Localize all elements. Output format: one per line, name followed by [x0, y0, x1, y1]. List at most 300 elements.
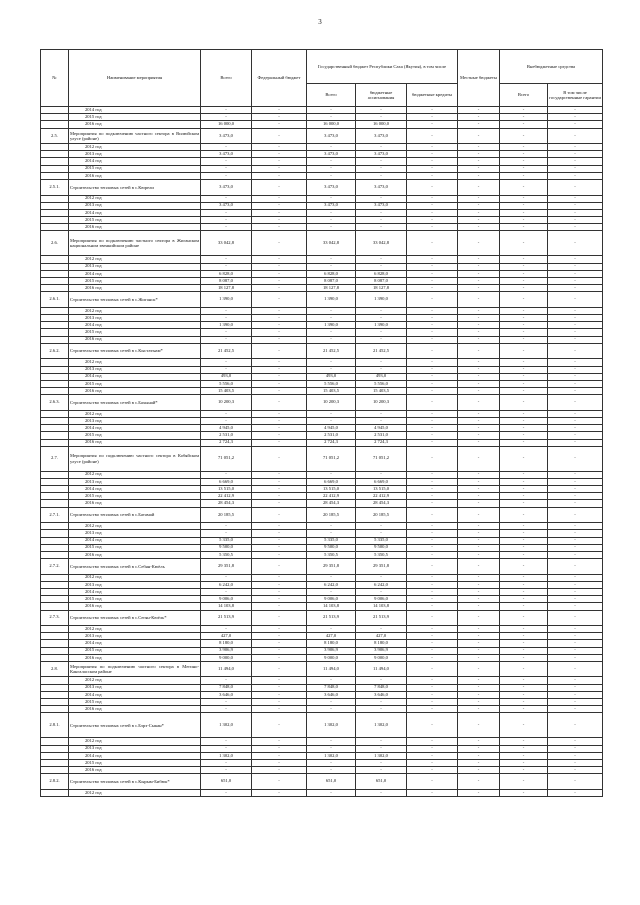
cell-no: [41, 307, 69, 314]
cell-total: 8 087,0: [201, 278, 252, 285]
cell-republic-allocations: 13 515,0: [356, 486, 407, 493]
cell-name: 2014 год: [69, 588, 201, 595]
cell-republic-total: -: [307, 471, 356, 478]
cell-no: [41, 588, 69, 595]
cell-republic-allocations: 3 906,9: [356, 647, 407, 654]
cell-total: 651,0: [201, 774, 252, 790]
cell-local: -: [458, 128, 500, 144]
cell-republic-credits: -: [407, 410, 458, 417]
cell-no: [41, 410, 69, 417]
year-row: [41, 336, 603, 343]
cell-offbudget-total: -: [500, 128, 548, 144]
cell-local: -: [458, 647, 500, 654]
cell-offbudget-guarantees: -: [548, 471, 603, 478]
cell-republic-total: 3 646,0: [307, 691, 356, 698]
cell-federal: -: [252, 359, 307, 366]
cell-name: 2013 год: [69, 202, 201, 209]
cell-offbudget-guarantees: -: [548, 285, 603, 292]
cell-republic-allocations: 3 473,0: [356, 202, 407, 209]
cell-offbudget-guarantees: -: [548, 774, 603, 790]
cell-offbudget-total: -: [500, 661, 548, 677]
cell-name: 2015 год: [69, 329, 201, 336]
cell-offbudget-guarantees: -: [548, 640, 603, 647]
year-row: [41, 537, 603, 544]
cell-republic-total: -: [307, 359, 356, 366]
cell-name: 2012 год: [69, 410, 201, 417]
cell-no: [41, 691, 69, 698]
cell-total: -: [201, 256, 252, 263]
cell-local: -: [458, 774, 500, 790]
cell-no: [41, 107, 69, 114]
cell-total: 13 515,0: [201, 486, 252, 493]
cell-offbudget-total: -: [500, 359, 548, 366]
cell-republic-allocations: 21 513,9: [356, 610, 407, 626]
cell-local: -: [458, 195, 500, 202]
cell-republic-total: 6 669,0: [307, 478, 356, 485]
header-offbudget-guarantees: В том числе государственные гарантии: [548, 84, 603, 107]
cell-republic-allocations: -: [356, 107, 407, 114]
cell-republic-allocations: 7 848,0: [356, 684, 407, 691]
cell-local: -: [458, 677, 500, 684]
cell-republic-credits: -: [407, 217, 458, 224]
cell-republic-allocations: 21 452,5: [356, 343, 407, 359]
cell-offbudget-total: -: [500, 121, 548, 128]
year-row: [41, 144, 603, 151]
cell-republic-credits: -: [407, 180, 458, 196]
cell-no: [41, 263, 69, 270]
cell-republic-allocations: 5 556,0: [356, 380, 407, 387]
cell-no: [41, 114, 69, 121]
cell-republic-total: 18 127,8: [307, 285, 356, 292]
cell-name: 2015 год: [69, 278, 201, 285]
cell-republic-credits: -: [407, 767, 458, 774]
cell-republic-allocations: -: [356, 417, 407, 424]
cell-offbudget-guarantees: -: [548, 263, 603, 270]
cell-total: 14 103,8: [201, 603, 252, 610]
cell-total: -: [201, 523, 252, 530]
cell-total: 15 403,5: [201, 388, 252, 395]
cell-no: 2.5.1.: [41, 180, 69, 196]
cell-total: 427,0: [201, 633, 252, 640]
cell-republic-total: -: [307, 626, 356, 633]
cell-total: 33 042,8: [201, 231, 252, 256]
cell-republic-credits: -: [407, 128, 458, 144]
cell-republic-allocations: 2 531,0: [356, 432, 407, 439]
cell-name: 2013 год: [69, 581, 201, 588]
cell-republic-allocations: 427,0: [356, 633, 407, 640]
year-row: [41, 217, 603, 224]
year-row: [41, 640, 603, 647]
cell-offbudget-total: -: [500, 380, 548, 387]
cell-offbudget-total: -: [500, 537, 548, 544]
cell-offbudget-guarantees: -: [548, 588, 603, 595]
header-total: Всего: [201, 50, 252, 107]
cell-offbudget-total: -: [500, 395, 548, 411]
table-body: [41, 107, 603, 797]
cell-name: 2014 год: [69, 322, 201, 329]
cell-republic-total: 1 390,0: [307, 322, 356, 329]
year-row: [41, 270, 603, 277]
cell-republic-credits: -: [407, 158, 458, 165]
cell-republic-credits: -: [407, 738, 458, 745]
cell-offbudget-guarantees: -: [548, 425, 603, 432]
cell-federal: -: [252, 677, 307, 684]
cell-no: [41, 202, 69, 209]
year-row: [41, 209, 603, 216]
year-row: [41, 432, 603, 439]
cell-republic-credits: -: [407, 285, 458, 292]
cell-no: [41, 425, 69, 432]
cell-local: -: [458, 121, 500, 128]
cell-republic-total: 427,0: [307, 633, 356, 640]
year-row: [41, 417, 603, 424]
cell-republic-allocations: -: [356, 626, 407, 633]
cell-federal: -: [252, 574, 307, 581]
cell-republic-total: 16 000,0: [307, 121, 356, 128]
cell-republic-total: 8 180,0: [307, 640, 356, 647]
cell-local: -: [458, 745, 500, 752]
year-row: [41, 633, 603, 640]
cell-no: [41, 551, 69, 558]
cell-name: 2014 год: [69, 209, 201, 216]
cell-republic-total: 1 302,0: [307, 713, 356, 738]
year-row: [41, 647, 603, 654]
cell-offbudget-total: -: [500, 654, 548, 661]
measure-row: [41, 713, 603, 738]
year-row: [41, 654, 603, 661]
cell-name: 2012 год: [69, 195, 201, 202]
cell-local: -: [458, 789, 500, 796]
cell-offbudget-guarantees: -: [548, 677, 603, 684]
cell-federal: -: [252, 633, 307, 640]
cell-total: 3 473,0: [201, 151, 252, 158]
cell-republic-credits: -: [407, 231, 458, 256]
cell-total: -: [201, 209, 252, 216]
cell-republic-credits: -: [407, 478, 458, 485]
cell-name: 2013 год: [69, 151, 201, 158]
cell-federal: -: [252, 530, 307, 537]
cell-total: 9 000,0: [201, 654, 252, 661]
cell-federal: -: [252, 217, 307, 224]
year-row: [41, 315, 603, 322]
year-row: [41, 759, 603, 766]
cell-no: [41, 278, 69, 285]
cell-republic-total: 9 006,0: [307, 596, 356, 603]
year-row: [41, 388, 603, 395]
cell-republic-total: -: [307, 530, 356, 537]
cell-no: [41, 745, 69, 752]
cell-offbudget-total: -: [500, 307, 548, 314]
cell-no: [41, 224, 69, 231]
cell-republic-total: 9 000,0: [307, 654, 356, 661]
cell-no: [41, 151, 69, 158]
cell-no: [41, 654, 69, 661]
cell-republic-total: -: [307, 574, 356, 581]
cell-offbudget-total: -: [500, 677, 548, 684]
cell-republic-total: 22 412,9: [307, 493, 356, 500]
cell-name: 2013 год: [69, 745, 201, 752]
cell-no: [41, 789, 69, 796]
cell-offbudget-total: -: [500, 446, 548, 471]
cell-local: -: [458, 278, 500, 285]
cell-no: [41, 285, 69, 292]
cell-offbudget-guarantees: -: [548, 581, 603, 588]
cell-offbudget-guarantees: -: [548, 172, 603, 179]
cell-no: [41, 752, 69, 759]
cell-republic-total: -: [307, 410, 356, 417]
cell-total: -: [201, 359, 252, 366]
cell-republic-allocations: 1 302,0: [356, 752, 407, 759]
cell-name: 2015 год: [69, 596, 201, 603]
cell-republic-total: 1 390,0: [307, 292, 356, 308]
cell-no: [41, 738, 69, 745]
cell-republic-credits: -: [407, 439, 458, 446]
cell-offbudget-total: -: [500, 478, 548, 485]
cell-total: -: [201, 329, 252, 336]
cell-total: -: [201, 574, 252, 581]
cell-name: 2015 год: [69, 647, 201, 654]
cell-name: 2012 год: [69, 471, 201, 478]
cell-republic-credits: -: [407, 523, 458, 530]
cell-federal: -: [252, 596, 307, 603]
cell-offbudget-total: -: [500, 336, 548, 343]
year-row: [41, 691, 603, 698]
cell-no: [41, 322, 69, 329]
cell-name: 2012 год: [69, 523, 201, 530]
cell-offbudget-total: -: [500, 507, 548, 523]
cell-republic-total: -: [307, 329, 356, 336]
cell-offbudget-total: -: [500, 574, 548, 581]
cell-offbudget-guarantees: -: [548, 537, 603, 544]
cell-local: -: [458, 759, 500, 766]
cell-republic-credits: -: [407, 684, 458, 691]
cell-no: [41, 439, 69, 446]
cell-federal: -: [252, 691, 307, 698]
cell-offbudget-guarantees: -: [548, 180, 603, 196]
cell-no: [41, 486, 69, 493]
cell-total: -: [201, 224, 252, 231]
cell-federal: -: [252, 195, 307, 202]
cell-federal: -: [252, 224, 307, 231]
cell-republic-allocations: -: [356, 114, 407, 121]
cell-offbudget-guarantees: -: [548, 417, 603, 424]
table-header: [41, 50, 603, 107]
cell-offbudget-total: -: [500, 713, 548, 738]
cell-republic-allocations: 1 390,0: [356, 292, 407, 308]
cell-total: 6 669,0: [201, 478, 252, 485]
cell-federal: -: [252, 752, 307, 759]
cell-name: 2016 год: [69, 285, 201, 292]
year-row: [41, 551, 603, 558]
cell-republic-total: 3 473,0: [307, 151, 356, 158]
cell-republic-allocations: 6 828,0: [356, 270, 407, 277]
cell-republic-allocations: -: [356, 471, 407, 478]
cell-name: 2016 год: [69, 603, 201, 610]
cell-federal: -: [252, 144, 307, 151]
cell-offbudget-guarantees: -: [548, 366, 603, 373]
cell-total: -: [201, 789, 252, 796]
cell-total: -: [201, 307, 252, 314]
cell-local: -: [458, 380, 500, 387]
cell-local: -: [458, 425, 500, 432]
cell-republic-allocations: 22 412,9: [356, 493, 407, 500]
cell-federal: -: [252, 329, 307, 336]
cell-republic-credits: -: [407, 500, 458, 507]
cell-federal: -: [252, 588, 307, 595]
cell-republic-total: -: [307, 366, 356, 373]
cell-federal: -: [252, 336, 307, 343]
cell-republic-total: 14 103,8: [307, 603, 356, 610]
cell-offbudget-total: -: [500, 789, 548, 796]
cell-total: 6 242,0: [201, 581, 252, 588]
cell-offbudget-guarantees: -: [548, 706, 603, 713]
year-row: [41, 574, 603, 581]
year-row: [41, 307, 603, 314]
cell-total: -: [201, 107, 252, 114]
cell-name: 2013 год: [69, 684, 201, 691]
cell-offbudget-total: -: [500, 767, 548, 774]
year-row: [41, 752, 603, 759]
cell-total: -: [201, 471, 252, 478]
cell-local: -: [458, 417, 500, 424]
measure-row: [41, 559, 603, 575]
cell-no: [41, 596, 69, 603]
cell-republic-total: -: [307, 144, 356, 151]
cell-offbudget-total: -: [500, 640, 548, 647]
cell-federal: -: [252, 738, 307, 745]
cell-name: 2015 год: [69, 380, 201, 387]
cell-republic-credits: -: [407, 633, 458, 640]
cell-offbudget-total: -: [500, 523, 548, 530]
cell-name: 2016 год: [69, 172, 201, 179]
cell-name: 2013 год: [69, 530, 201, 537]
cell-federal: -: [252, 759, 307, 766]
cell-republic-allocations: 18 127,8: [356, 285, 407, 292]
cell-republic-total: -: [307, 677, 356, 684]
measure-row: [41, 661, 603, 677]
cell-offbudget-guarantees: -: [548, 128, 603, 144]
cell-local: -: [458, 256, 500, 263]
year-row: [41, 603, 603, 610]
cell-local: -: [458, 373, 500, 380]
cell-republic-credits: -: [407, 165, 458, 172]
cell-federal: -: [252, 388, 307, 395]
header-republic-allocations: бюджетные ассигнования: [356, 84, 407, 107]
cell-federal: -: [252, 158, 307, 165]
cell-offbudget-total: -: [500, 544, 548, 551]
cell-offbudget-total: -: [500, 774, 548, 790]
cell-federal: -: [252, 767, 307, 774]
cell-offbudget-total: -: [500, 329, 548, 336]
cell-local: -: [458, 270, 500, 277]
cell-total: 22 412,9: [201, 493, 252, 500]
cell-offbudget-guarantees: -: [548, 661, 603, 677]
cell-total: 5 350,5: [201, 551, 252, 558]
cell-name: Строительство тепловых сетей в с.Жиганск*: [69, 292, 201, 308]
cell-republic-total: 5 350,5: [307, 551, 356, 558]
cell-total: -: [201, 336, 252, 343]
cell-local: -: [458, 699, 500, 706]
cell-no: [41, 478, 69, 485]
cell-republic-credits: -: [407, 144, 458, 151]
cell-republic-credits: -: [407, 706, 458, 713]
cell-total: 3 646,0: [201, 691, 252, 698]
cell-total: 1 390,0: [201, 322, 252, 329]
cell-no: [41, 640, 69, 647]
cell-offbudget-total: -: [500, 410, 548, 417]
cell-no: [41, 217, 69, 224]
cell-offbudget-total: -: [500, 471, 548, 478]
cell-federal: -: [252, 121, 307, 128]
cell-republic-total: 3 473,0: [307, 180, 356, 196]
cell-no: 2.5.: [41, 128, 69, 144]
cell-offbudget-total: -: [500, 292, 548, 308]
cell-name: 2015 год: [69, 165, 201, 172]
cell-republic-total: -: [307, 336, 356, 343]
header-offbudget-group: Внебюджетные средства: [500, 50, 603, 84]
cell-republic-total: -: [307, 738, 356, 745]
cell-offbudget-guarantees: -: [548, 114, 603, 121]
cell-republic-credits: -: [407, 209, 458, 216]
cell-republic-allocations: -: [356, 224, 407, 231]
cell-total: -: [201, 759, 252, 766]
cell-total: 9 006,0: [201, 596, 252, 603]
cell-local: -: [458, 315, 500, 322]
cell-offbudget-total: -: [500, 706, 548, 713]
cell-total: 6 828,0: [201, 270, 252, 277]
measure-row: [41, 343, 603, 359]
cell-name: 2016 год: [69, 439, 201, 446]
cell-name: 2013 год: [69, 263, 201, 270]
cell-republic-credits: -: [407, 366, 458, 373]
cell-republic-total: 10 200,3: [307, 395, 356, 411]
cell-offbudget-guarantees: -: [548, 493, 603, 500]
cell-offbudget-guarantees: -: [548, 315, 603, 322]
cell-federal: -: [252, 256, 307, 263]
cell-republic-total: 15 403,5: [307, 388, 356, 395]
cell-republic-allocations: 8 087,0: [356, 278, 407, 285]
cell-federal: -: [252, 581, 307, 588]
year-row: [41, 439, 603, 446]
cell-name: Строительство тепловых сетей в с.Кюрели: [69, 180, 201, 196]
cell-local: -: [458, 691, 500, 698]
cell-local: -: [458, 329, 500, 336]
cell-offbudget-total: -: [500, 231, 548, 256]
cell-republic-credits: -: [407, 537, 458, 544]
cell-republic-allocations: -: [356, 217, 407, 224]
cell-republic-total: 29 351,8: [307, 559, 356, 575]
cell-offbudget-guarantees: -: [548, 343, 603, 359]
cell-republic-credits: -: [407, 425, 458, 432]
cell-republic-allocations: 28 454,3: [356, 500, 407, 507]
cell-total: 28 454,3: [201, 500, 252, 507]
cell-republic-credits: -: [407, 610, 458, 626]
cell-no: [41, 373, 69, 380]
year-row: [41, 500, 603, 507]
cell-total: 71 051,2: [201, 446, 252, 471]
cell-republic-credits: -: [407, 471, 458, 478]
cell-name: 2013 год: [69, 315, 201, 322]
cell-name: Строительство тепловых сетей в с.Батамай: [69, 507, 201, 523]
cell-local: -: [458, 224, 500, 231]
cell-local: -: [458, 752, 500, 759]
cell-republic-total: 21 513,9: [307, 610, 356, 626]
cell-name: 2015 год: [69, 544, 201, 551]
cell-offbudget-total: -: [500, 486, 548, 493]
year-row: [41, 588, 603, 595]
cell-republic-credits: -: [407, 596, 458, 603]
cell-name: Строительство тепловых сетей в с.Бэрэ-Сыкан*: [69, 713, 201, 738]
